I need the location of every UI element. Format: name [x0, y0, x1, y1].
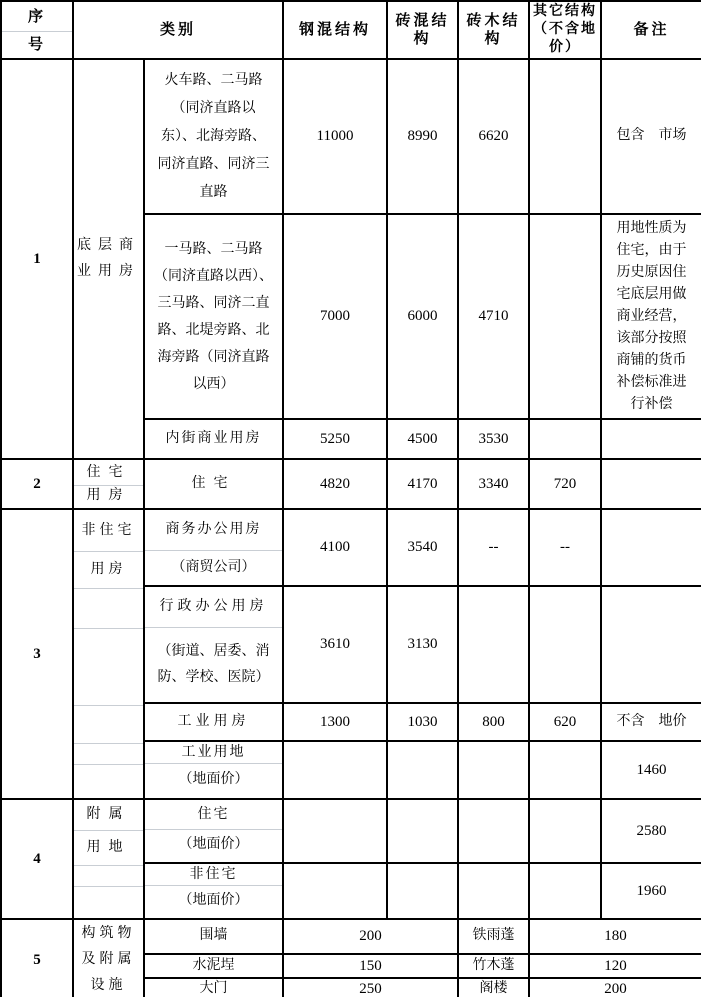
cell-s3-r4-item-line2: （地面价） — [145, 763, 282, 797]
cell-s1-r1-brick-concrete: 8990 — [387, 59, 458, 214]
cell-s1-r3-other — [529, 419, 601, 459]
cell-s4-r2-item — [144, 863, 283, 919]
cell-s5-r1-item: 围墙 — [144, 919, 283, 954]
cell-s4-r1-brick-concrete — [387, 799, 458, 863]
cell-s5-r2-item: 水泥埕 — [144, 954, 283, 978]
cell-s2-steel: 4820 — [283, 459, 387, 509]
cell-s3-group-line1: 非住宅 — [81, 522, 136, 538]
cell-s3-r4-steel — [283, 741, 387, 799]
header-serial-line2: 号 — [2, 31, 72, 57]
cell-s3-r2-item-line1: 行政办公用房 — [159, 598, 268, 614]
cell-s3-r1-remark — [601, 509, 701, 586]
cell-s4-r2-steel — [283, 863, 387, 919]
cell-s3-r3-remark: 不含 地价 — [601, 703, 701, 741]
cell-s5-r1-value2: 180 — [529, 919, 701, 954]
cell-s1-r1-remark: 包含 市场 — [601, 59, 701, 214]
cell-s5-r2-value2: 120 — [529, 954, 701, 978]
cell-s5-r3-item: 大门 — [144, 978, 283, 997]
cell-s5-r2-item2: 竹木蓬 — [458, 954, 529, 978]
cell-s1-r2-other — [529, 214, 601, 419]
cell-s4-r2-brick-concrete — [387, 863, 458, 919]
cell-s3-r4-item — [144, 741, 283, 799]
cell-s2-item: 住宅 — [144, 459, 283, 509]
row-s3-r1 — [1, 509, 701, 586]
cell-s3-r3-steel: 1300 — [283, 703, 387, 741]
cell-s1-r1-brick-wood: 6620 — [458, 59, 529, 214]
cell-s3-r4-remark: 1460 — [601, 741, 701, 799]
cell-s3-r1-other: -- — [529, 509, 601, 586]
cell-s1-r2-item: 一马路、二马路（同济直路以西）、三马路、同济二直路、北堤旁路、北海旁路（同济直路以西） — [144, 214, 283, 419]
header-steel-concrete: 钢混结构 — [283, 1, 387, 59]
cell-s3-r2-remark — [601, 586, 701, 703]
cell-s3-r2-brick-concrete: 3130 — [387, 586, 458, 703]
cell-s5-r2-value: 150 — [283, 954, 458, 978]
cell-s1-r3-item: 内街商业用房 — [144, 419, 283, 459]
cell-s2-group — [73, 459, 144, 509]
cell-s2-serial: 2 — [1, 459, 73, 509]
cell-s3-r1-brick-wood: -- — [458, 509, 529, 586]
cell-s5-r1-item2: 铁雨蓬 — [458, 919, 529, 954]
cell-s1-r2-brick-concrete: 6000 — [387, 214, 458, 419]
cell-s4-serial: 4 — [1, 799, 73, 919]
cell-s5-group: 构筑物及附属设施 — [73, 919, 144, 997]
cell-s3-r3-brick-concrete: 1030 — [387, 703, 458, 741]
cell-s2-other: 720 — [529, 459, 601, 509]
cell-s2-group-line1: 住宅 — [86, 464, 131, 480]
cell-s4-r1-remark: 2580 — [601, 799, 701, 863]
cell-s5-r3-item2: 阁楼 — [458, 978, 529, 997]
cell-s3-r3-item: 工业用房 — [144, 703, 283, 741]
cell-s3-r1-steel: 4100 — [283, 509, 387, 586]
cell-s2-group-line2: 用房 — [74, 485, 143, 507]
cell-s3-r4-brick-wood — [458, 741, 529, 799]
cell-s1-group: 底层商业用房 — [73, 59, 144, 459]
cell-s1-r3-brick-concrete: 4500 — [387, 419, 458, 459]
cell-s3-r1-brick-concrete: 3540 — [387, 509, 458, 586]
cell-s1-r1-other — [529, 59, 601, 214]
cell-s3-r3-brick-wood: 800 — [458, 703, 529, 741]
cell-s5-r1-value: 200 — [283, 919, 458, 954]
cell-s3-r2-brick-wood — [458, 586, 529, 703]
row-s1-r1 — [1, 59, 701, 214]
header-brick-wood: 砖木结构 — [458, 1, 529, 59]
cell-s5-r3-value: 250 — [283, 978, 458, 997]
header-serial — [1, 1, 73, 59]
cell-s4-r2-item-line2: （地面价） — [145, 885, 282, 917]
cell-s3-r4-other — [529, 741, 601, 799]
header-remark: 备注 — [601, 1, 701, 59]
cell-s1-r2-brick-wood: 4710 — [458, 214, 529, 419]
cell-s3-r4-brick-concrete — [387, 741, 458, 799]
cell-s3-r2-item-line2: （街道、居委、消防、学校、医院） — [145, 627, 282, 702]
cell-s1-r2-remark: 用地性质为住宅，由于历史原因住宅底层用做商业经营，该部分按照商铺的货币补偿标准进行补偿 — [601, 214, 701, 419]
cell-s4-r1-brick-wood — [458, 799, 529, 863]
cell-s2-remark — [601, 459, 701, 509]
cell-s3-r3-other: 620 — [529, 703, 601, 741]
cell-s4-r2-other — [529, 863, 601, 919]
header-brick-concrete: 砖混结构 — [387, 1, 458, 59]
cell-s5-serial: 5 — [1, 919, 73, 997]
cell-s4-r2-brick-wood — [458, 863, 529, 919]
cell-s4-r1-steel — [283, 799, 387, 863]
cell-s3-serial: 3 — [1, 509, 73, 799]
cell-s4-r1-item-line2: （地面价） — [145, 829, 282, 861]
cell-s2-brick-concrete: 4170 — [387, 459, 458, 509]
cell-s3-group-line2: 用房 — [74, 551, 143, 588]
header-category: 类别 — [73, 1, 283, 59]
cell-s1-r1-item: 火车路、二马路（同济直路以东）、北海旁路、同济直路、同济三直路 — [144, 59, 283, 214]
cell-s3-r1-item-line1: 商务办公用房 — [165, 521, 262, 537]
cell-s4-group-line2: 用地 — [74, 830, 143, 865]
cell-s4-r1-item — [144, 799, 283, 863]
row-s2 — [1, 459, 701, 509]
cell-s3-group — [73, 509, 144, 799]
cell-s1-r2-steel: 7000 — [283, 214, 387, 419]
cell-s3-r4-item-line1: 工业用地 — [181, 744, 246, 760]
cell-s4-group — [73, 799, 144, 919]
cell-s4-r2-remark: 1960 — [601, 863, 701, 919]
cell-s3-r2-steel: 3610 — [283, 586, 387, 703]
cell-s1-r3-remark — [601, 419, 701, 459]
header-row — [1, 1, 701, 59]
header-serial-line1: 序 — [27, 9, 46, 25]
cell-s5-r3-value2: 200 — [529, 978, 701, 997]
cell-s4-group-line1: 附属 — [86, 807, 131, 823]
row-s4-r1 — [1, 799, 701, 863]
cell-s1-serial: 1 — [1, 59, 73, 459]
cell-s4-r2-item-line1: 非住宅 — [189, 866, 238, 882]
cell-s4-r1-other — [529, 799, 601, 863]
cell-s3-r2-other — [529, 586, 601, 703]
header-other-structure: 其它结构（不含地价） — [529, 1, 601, 59]
cell-s4-r1-item-line1: 住宅 — [197, 806, 230, 822]
row-s5-r1 — [1, 919, 701, 954]
cell-s2-brick-wood: 3340 — [458, 459, 529, 509]
cell-s1-r1-steel: 11000 — [283, 59, 387, 214]
cell-s1-r3-brick-wood: 3530 — [458, 419, 529, 459]
cell-s3-r2-item — [144, 586, 283, 703]
cell-s3-r1-item — [144, 509, 283, 586]
cell-s1-r3-steel: 5250 — [283, 419, 387, 459]
cell-s3-r1-item-line2: （商贸公司） — [145, 550, 282, 585]
